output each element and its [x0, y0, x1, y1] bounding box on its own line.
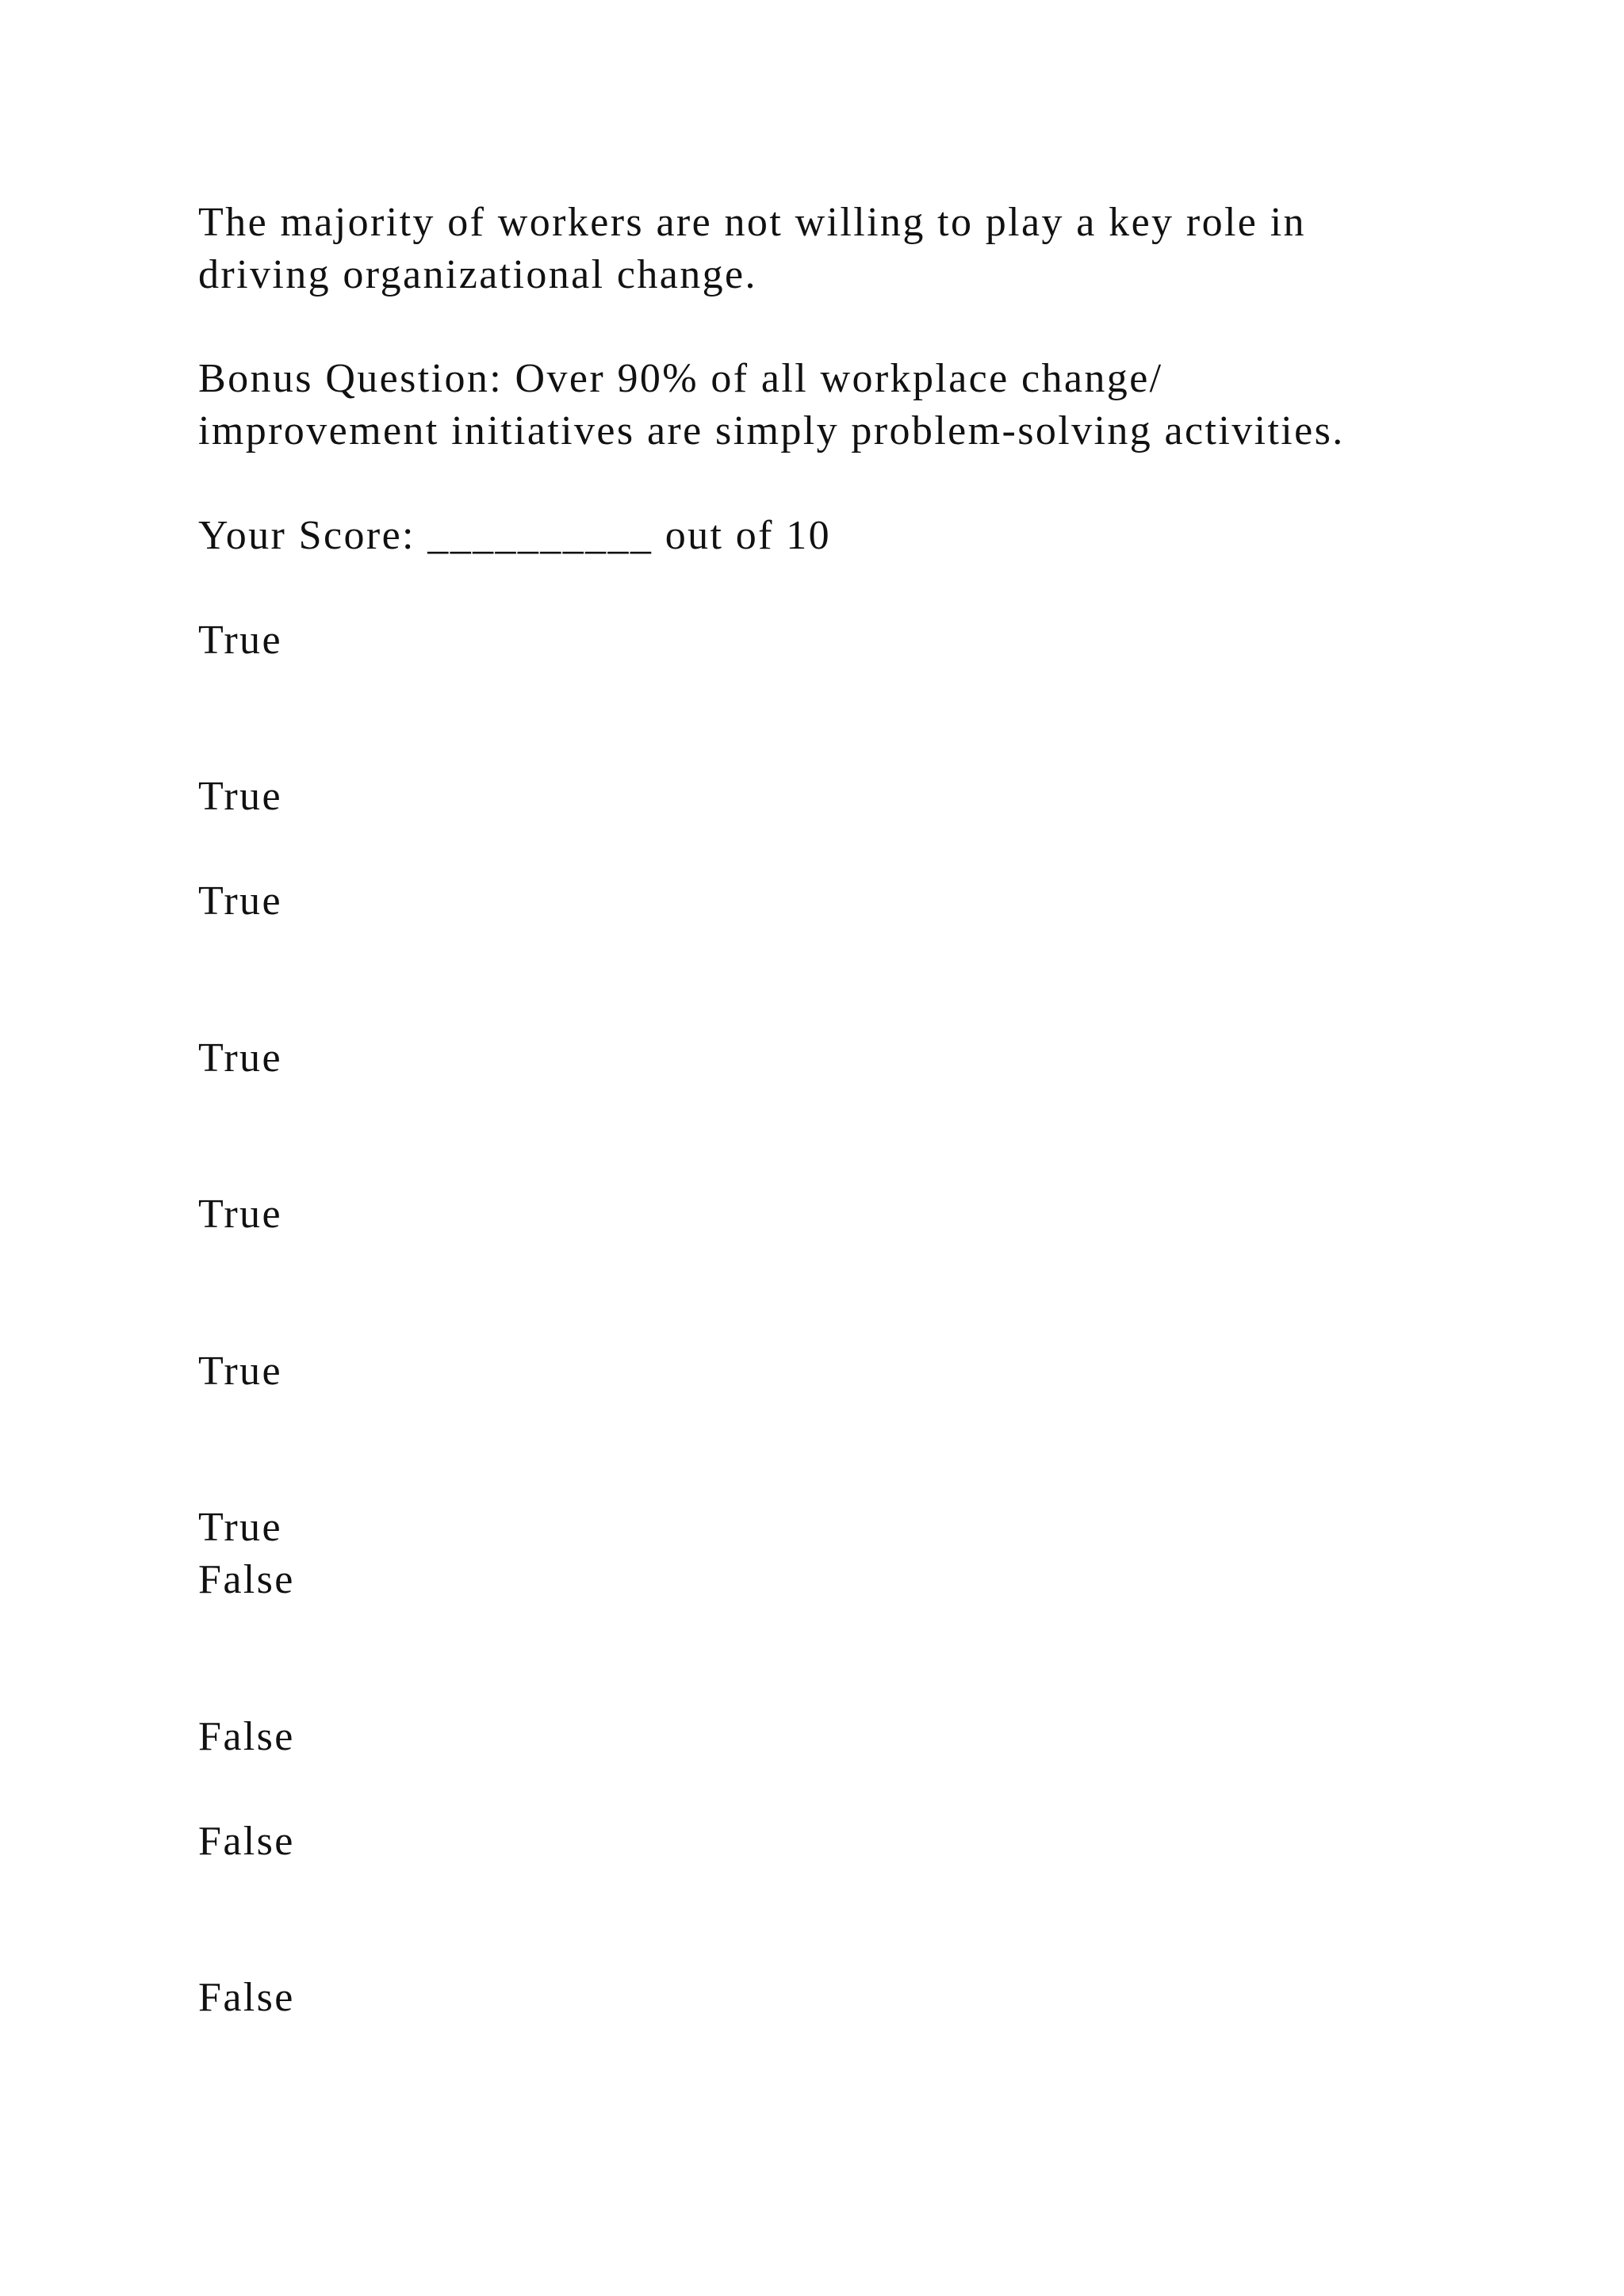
answer-3: True	[198, 878, 282, 924]
answer-7: True	[198, 1505, 282, 1550]
answer-1: True	[198, 618, 282, 663]
answer-4: True	[198, 1035, 282, 1081]
answer-10: False	[198, 1819, 295, 1864]
bonus-question-line-2: improvement initiatives are simply problem-solving activities.	[198, 408, 1345, 453]
statement-line-1: The majority of workers are not willing to play a key role in	[198, 200, 1306, 245]
answer-8: False	[198, 1557, 295, 1602]
answer-5: True	[198, 1192, 282, 1237]
statement-line-2: driving organizational change.	[198, 252, 757, 297]
answer-6: True	[198, 1349, 282, 1394]
answer-2: True	[198, 774, 282, 819]
score-line: Your Score: __________ out of 10	[198, 513, 832, 558]
answer-9: False	[198, 1714, 295, 1759]
answer-11: False	[198, 1975, 295, 2020]
bonus-question-line-1: Bonus Question: Over 90% of all workplace change/	[198, 356, 1163, 401]
